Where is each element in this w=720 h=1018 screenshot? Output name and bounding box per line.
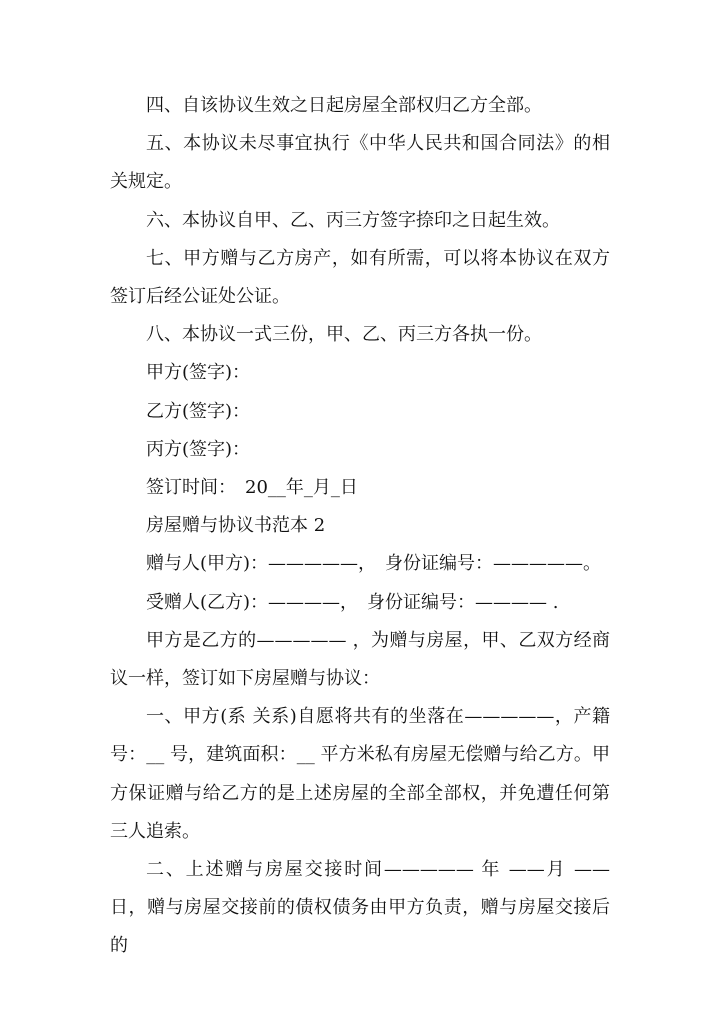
clause-6: 六、本协议自甲、乙、丙三方签字捺印之日起生效。 xyxy=(146,209,560,231)
preamble: 甲方是乙方的————— ，为赠与房屋，甲、乙双方经商议一样，签订如下房屋赠与协议： xyxy=(110,629,610,690)
donee-line: 受赠人(乙方)：————， 身份证编号：———— . xyxy=(146,591,559,613)
donor-line: 赠与人(甲方)：—————， 身份证编号：—————。 xyxy=(146,553,602,575)
party-a-signature: 甲方(签字)： xyxy=(146,362,251,384)
signing-date: 签订时间： 20__年_月_日 xyxy=(146,477,358,499)
party-b-signature: 乙方(签字)： xyxy=(146,400,251,422)
section-title: 房屋赠与协议书范本 2 xyxy=(146,515,326,537)
clause-4: 四、自该协议生效之日起房屋全部权归乙方全部。 xyxy=(146,95,542,116)
article-2: 二、上述赠与房屋交接时间————— 年 ——月 ——日，赠与房屋交接前的债权债务由甲方负责，赠与房屋交接后的 xyxy=(110,859,610,957)
clause-5: 五、本协议未尽事宜执行《中华人民共和国合同法》的相关规定。 xyxy=(110,133,610,193)
party-c-signature: 丙方(签字)： xyxy=(146,438,251,460)
clause-7: 七、甲方赠与乙方房产，如有所需，可以将本协议在双方签订后经公证处公证。 xyxy=(110,247,610,308)
document-page xyxy=(110,87,610,966)
article-1: 一、甲方(系 关系)自愿将共有的坐落在—————，产籍号：__ 号，建筑面积：__ 平方米私有房屋无偿赠与给乙方。甲方保证赠与给乙方的是上述房屋的全部全部权，并免遭任何第三人追索。 xyxy=(110,706,610,842)
clause-8: 八、本协议一式三份，甲、乙、丙三方各执一份。 xyxy=(146,324,542,346)
